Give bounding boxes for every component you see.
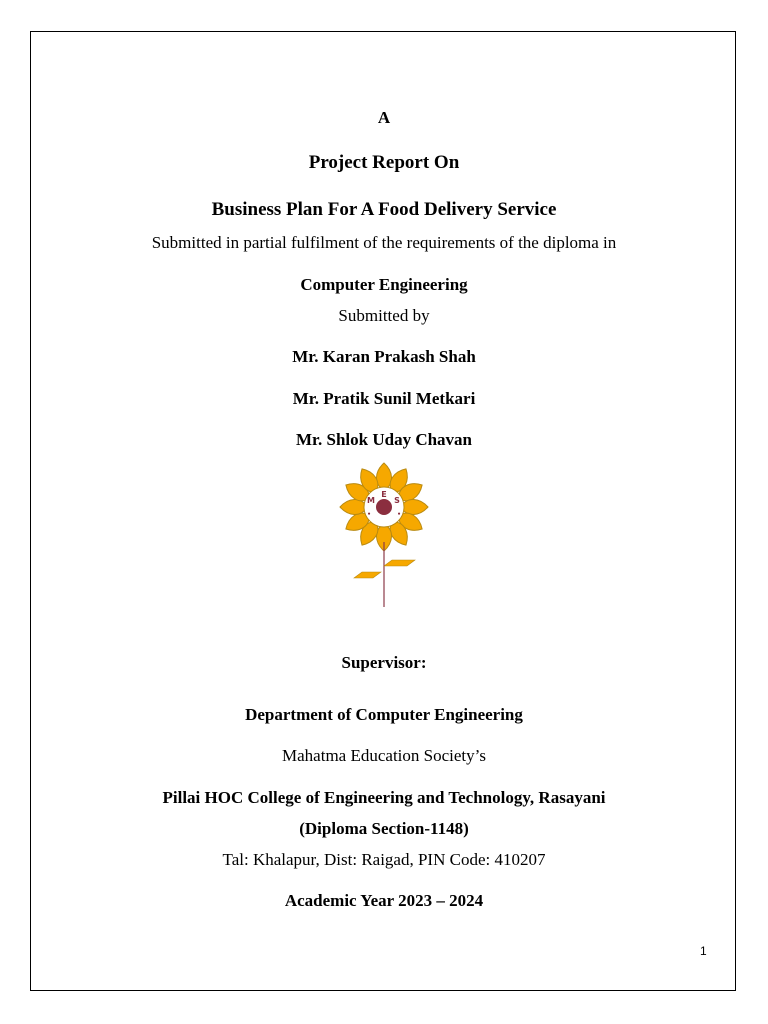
academic-year: Academic Year 2023 – 2024 bbox=[284, 891, 484, 910]
report-title: Business Plan For A Food Delivery Service bbox=[211, 199, 557, 220]
leaf-right-icon bbox=[384, 560, 415, 566]
svg-text:S: S bbox=[394, 496, 400, 505]
svg-text:M: M bbox=[367, 496, 375, 505]
college-name: Pillai HOC College of Engineering and Technology, Rasayani bbox=[162, 788, 606, 807]
page-number: 1 bbox=[700, 944, 707, 958]
department-name: Department of Computer Engineering bbox=[245, 705, 523, 724]
svg-text:•: • bbox=[397, 511, 401, 518]
svg-text:E: E bbox=[381, 490, 387, 499]
flower-petals-icon bbox=[340, 463, 428, 551]
student-name-1: Mr. Karan Prakash Shah bbox=[292, 347, 476, 366]
submitted-by-label: Submitted by bbox=[338, 306, 430, 325]
student-name-3: Mr. Shlok Uday Chavan bbox=[295, 430, 473, 449]
college-address: Tal: Khalapur, Dist: Raigad, PIN Code: 410207 bbox=[222, 850, 546, 869]
diploma-section: (Diploma Section-1148) bbox=[299, 819, 469, 838]
cover-letter: A bbox=[377, 108, 391, 127]
program-name: Computer Engineering bbox=[300, 275, 468, 294]
student-name-2: Mr. Pratik Sunil Metkari bbox=[292, 389, 476, 408]
society-name: Mahatma Education Society’s bbox=[282, 746, 486, 765]
svg-text:•: • bbox=[367, 511, 371, 518]
submission-note: Submitted in partial fulfilment of the requirements of the diploma in bbox=[151, 233, 617, 252]
report-type: Project Report On bbox=[308, 152, 460, 173]
mes-sunflower-logo-icon bbox=[334, 462, 434, 612]
leaf-left-icon bbox=[354, 572, 381, 578]
supervisor-label: Supervisor: bbox=[341, 653, 427, 672]
